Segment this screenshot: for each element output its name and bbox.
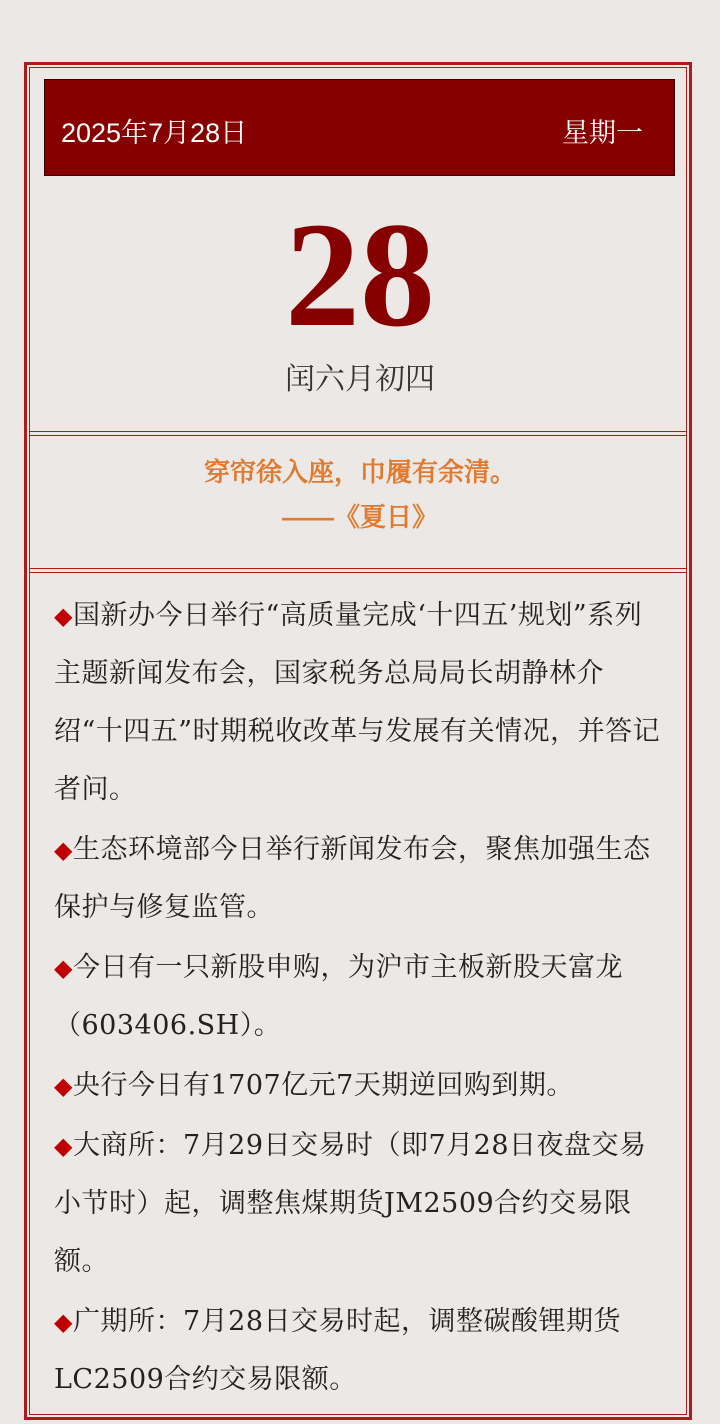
divider	[29, 435, 687, 436]
diamond-icon: ◆	[54, 1072, 73, 1100]
news-item	[54, 1293, 664, 1409]
news-item	[54, 821, 664, 937]
diamond-icon: ◆	[54, 602, 73, 630]
news-text: 今日有一只新股申购，为沪市主板新股天富龙（603406.SH）。	[54, 952, 623, 1041]
news-text: 生态环境部今日举行新闻发布会，聚焦加强生态保护与修复监管。	[54, 834, 651, 923]
news-item	[54, 1117, 664, 1291]
news-text: 大商所：7月29日交易时（即7月28日夜盘交易小节时）起，调整焦煤期货JM2509合约交易限额。	[54, 1130, 647, 1277]
diamond-icon: ◆	[54, 954, 73, 982]
news-item	[54, 939, 664, 1055]
poem-source: ——《夏日》	[281, 502, 438, 532]
lunar-date: 闰六月初四	[285, 362, 435, 397]
weekday-label: 星期一	[562, 118, 643, 148]
diamond-icon: ◆	[54, 1308, 73, 1336]
news-item	[54, 587, 664, 819]
divider	[29, 572, 687, 573]
news-item	[54, 1057, 664, 1115]
news-text: 央行今日有1707亿元7天期逆回购到期。	[72, 1070, 574, 1101]
news-text: 广期所：7月28日交易时起，调整碳酸锂期货LC2509合约交易限额。	[54, 1306, 622, 1395]
news-list	[54, 587, 664, 1411]
diamond-icon: ◆	[54, 1132, 73, 1160]
divider	[29, 568, 687, 569]
date-label: 2025年7月28日	[61, 118, 248, 148]
diamond-icon: ◆	[54, 836, 73, 864]
date-header	[44, 79, 675, 176]
divider	[29, 431, 687, 432]
poem-line: 穿帘徐入座，巾履有余清。	[203, 457, 516, 487]
day-number: 28	[285, 192, 435, 358]
news-text: 国新办今日举行“高质量完成‘十四五’规划”系列主题新闻发布会，国家税务总局局长胡静林介绍“十四五”时期税收改革与发展有关情况，并答记者问。	[54, 600, 661, 805]
